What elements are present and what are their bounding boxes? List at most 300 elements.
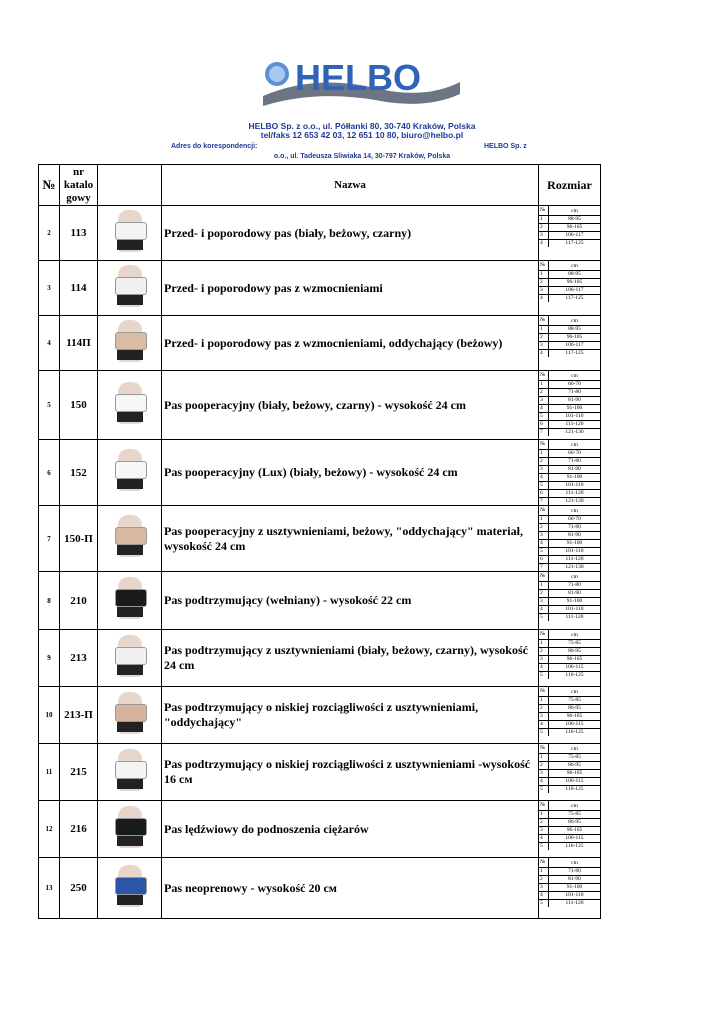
maternity-belt-beige-icon bbox=[107, 318, 153, 364]
size-index: 5 bbox=[539, 843, 549, 851]
product-photo-cell bbox=[98, 440, 162, 506]
size-range: 96-105 bbox=[549, 770, 601, 778]
size-range: 81-90 bbox=[549, 876, 601, 884]
size-row bbox=[539, 240, 600, 248]
size-header-unit: cm bbox=[549, 744, 601, 754]
table-row bbox=[39, 206, 601, 261]
product-photo-cell bbox=[98, 744, 162, 801]
size-index: 3 bbox=[539, 827, 549, 835]
size-cell bbox=[539, 440, 601, 506]
size-range: 60-70 bbox=[549, 381, 601, 389]
size-index: 4 bbox=[539, 606, 549, 614]
postop-belt-lux-icon bbox=[107, 447, 153, 493]
size-index: 1 bbox=[539, 754, 549, 762]
size-row bbox=[539, 892, 600, 900]
support-belt-breathable-icon bbox=[107, 690, 153, 736]
product-name: Przed- i poporodowy pas z wzmocnieniami, oddychający (beżowy) bbox=[162, 316, 539, 371]
size-range: 96-105 bbox=[549, 656, 601, 664]
size-range: 86-95 bbox=[549, 648, 601, 656]
size-range: 71-80 bbox=[549, 868, 601, 876]
table-row bbox=[39, 858, 601, 919]
size-row bbox=[539, 786, 600, 794]
row-number: 7 bbox=[39, 506, 60, 572]
size-index: 2 bbox=[539, 876, 549, 884]
table-header-row bbox=[39, 165, 601, 206]
size-cell bbox=[539, 858, 601, 919]
size-index: 5 bbox=[539, 614, 549, 622]
size-header-unit: cm bbox=[549, 371, 601, 381]
product-photo-cell bbox=[98, 572, 162, 630]
size-row bbox=[539, 648, 600, 656]
size-row bbox=[539, 516, 600, 524]
size-row bbox=[539, 421, 600, 429]
size-index: 1 bbox=[539, 216, 549, 224]
size-index: 1 bbox=[539, 450, 549, 458]
size-index: 5 bbox=[539, 413, 549, 421]
row-number: 6 bbox=[39, 440, 60, 506]
catalog-number: 150-П bbox=[60, 506, 98, 572]
size-header-unit: cm bbox=[549, 630, 601, 640]
size-row bbox=[539, 721, 600, 729]
size-index: 6 bbox=[539, 421, 549, 429]
size-range: 81-90 bbox=[549, 397, 601, 405]
product-name: Pas lędźwiowy do podnoszenia ciężarów bbox=[162, 801, 539, 858]
size-index: 3 bbox=[539, 884, 549, 892]
product-name: Pas neoprenowy - wysokość 20 см bbox=[162, 858, 539, 919]
size-index: 1 bbox=[539, 640, 549, 648]
size-row bbox=[539, 490, 600, 498]
size-row bbox=[539, 754, 600, 762]
size-row bbox=[539, 405, 600, 413]
size-index: 4 bbox=[539, 892, 549, 900]
size-row bbox=[539, 429, 600, 437]
catalog-number: 113 bbox=[60, 206, 98, 261]
size-row bbox=[539, 350, 600, 358]
size-row bbox=[539, 474, 600, 482]
size-index: 4 bbox=[539, 474, 549, 482]
size-index: 1 bbox=[539, 271, 549, 279]
size-row bbox=[539, 664, 600, 672]
size-range: 60-70 bbox=[549, 516, 601, 524]
size-header-no: № bbox=[539, 261, 549, 271]
size-row bbox=[539, 271, 600, 279]
size-range: 75-85 bbox=[549, 640, 601, 648]
table-row bbox=[39, 261, 601, 316]
size-row bbox=[539, 295, 600, 303]
size-range: 71-80 bbox=[549, 389, 601, 397]
size-cell bbox=[539, 371, 601, 440]
size-range: 96-105 bbox=[549, 713, 601, 721]
maternity-belt-white-icon bbox=[107, 208, 153, 254]
size-range: 117-125 bbox=[565, 240, 584, 246]
size-header-no: № bbox=[539, 506, 549, 516]
size-row bbox=[539, 843, 600, 851]
svg-text:HELBO: HELBO bbox=[295, 57, 421, 98]
size-row bbox=[539, 705, 600, 713]
size-header-unit: cm bbox=[549, 206, 601, 216]
size-index: 1 bbox=[539, 381, 549, 389]
product-name: Pas podtrzymujący (wełniany) - wysokość 22 cm bbox=[162, 572, 539, 630]
size-header-unit: cm bbox=[549, 572, 601, 582]
size-range: 91-100 bbox=[549, 540, 601, 548]
maternity-belt-reinforced-icon bbox=[107, 263, 153, 309]
size-row bbox=[539, 614, 600, 622]
size-range: 121-130 bbox=[565, 564, 584, 570]
size-table bbox=[539, 687, 600, 736]
size-index: 2 bbox=[539, 590, 549, 598]
size-range: 111-120 bbox=[565, 614, 584, 620]
size-index: 4 bbox=[539, 295, 549, 303]
size-cell bbox=[539, 261, 601, 316]
size-row bbox=[539, 556, 600, 564]
product-photo-cell bbox=[98, 687, 162, 744]
size-range: 81-90 bbox=[549, 532, 601, 540]
size-index: 5 bbox=[539, 482, 549, 490]
size-range: 111-120 bbox=[549, 556, 601, 564]
size-header-unit: cm bbox=[549, 687, 601, 697]
size-range: 91-100 bbox=[549, 884, 601, 892]
table-row bbox=[39, 630, 601, 687]
size-range: 116-125 bbox=[565, 672, 584, 678]
neoprene-belt-icon bbox=[107, 863, 153, 909]
size-row bbox=[539, 590, 600, 598]
size-row bbox=[539, 279, 600, 287]
size-range: 60-70 bbox=[549, 450, 601, 458]
size-index: 3 bbox=[539, 598, 549, 606]
size-index: 5 bbox=[539, 729, 549, 737]
size-range: 117-125 bbox=[565, 295, 584, 301]
product-photo-cell bbox=[98, 858, 162, 919]
size-cell bbox=[539, 801, 601, 858]
size-index: 1 bbox=[539, 811, 549, 819]
product-photo-cell bbox=[98, 630, 162, 687]
product-photo-cell bbox=[98, 261, 162, 316]
size-index: 5 bbox=[539, 786, 549, 794]
size-table bbox=[539, 261, 600, 302]
size-header-unit: cm bbox=[549, 261, 601, 271]
size-range: 111-120 bbox=[549, 421, 601, 429]
table-row bbox=[39, 687, 601, 744]
size-index: 1 bbox=[539, 697, 549, 705]
size-index: 4 bbox=[539, 664, 549, 672]
product-name: Pas pooperacyjny (biały, beżowy, czarny) - wysokość 24 cm bbox=[162, 371, 539, 440]
catalog-number: 114П bbox=[60, 316, 98, 371]
size-range: 106-115 bbox=[549, 778, 601, 786]
product-photo-cell bbox=[98, 506, 162, 572]
size-index: 3 bbox=[539, 466, 549, 474]
size-row bbox=[539, 413, 600, 421]
size-header-unit: cm bbox=[549, 316, 601, 326]
size-header-no: № bbox=[539, 687, 549, 697]
size-header-no: № bbox=[539, 744, 549, 754]
size-index: 4 bbox=[539, 721, 549, 729]
size-table bbox=[539, 206, 600, 247]
size-table bbox=[539, 801, 600, 850]
size-header-unit: cm bbox=[549, 858, 601, 868]
size-table bbox=[539, 630, 600, 679]
size-row bbox=[539, 532, 600, 540]
catalog-number: 215 bbox=[60, 744, 98, 801]
size-index: 2 bbox=[539, 389, 549, 397]
size-range: 75-85 bbox=[549, 754, 601, 762]
table-row bbox=[39, 371, 601, 440]
size-header-no: № bbox=[539, 316, 549, 326]
size-range: 101-110 bbox=[549, 413, 601, 421]
product-name: Przed- i poporodowy pas z wzmocnieniami bbox=[162, 261, 539, 316]
size-row bbox=[539, 326, 600, 334]
size-range: 106-117 bbox=[549, 287, 601, 295]
row-number: 5 bbox=[39, 371, 60, 440]
size-header-no: № bbox=[539, 206, 549, 216]
size-row bbox=[539, 466, 600, 474]
size-range: 121-130 bbox=[565, 498, 584, 504]
size-range: 106-117 bbox=[549, 342, 601, 350]
size-index: 2 bbox=[539, 458, 549, 466]
size-cell bbox=[539, 630, 601, 687]
size-row bbox=[539, 672, 600, 680]
size-row bbox=[539, 713, 600, 721]
table-row bbox=[39, 506, 601, 572]
table-row bbox=[39, 316, 601, 371]
size-header-unit: cm bbox=[549, 801, 601, 811]
catalog-number: 150 bbox=[60, 371, 98, 440]
table-row bbox=[39, 440, 601, 506]
size-row bbox=[539, 548, 600, 556]
size-index: 1 bbox=[539, 582, 549, 590]
size-range: 86-95 bbox=[549, 819, 601, 827]
size-range: 101-110 bbox=[549, 548, 601, 556]
helbo-logo bbox=[255, 50, 465, 110]
header-image bbox=[98, 165, 162, 206]
size-index: 7 bbox=[539, 429, 549, 437]
size-range: 81-90 bbox=[549, 590, 601, 598]
header-catalog: nr katalo gowy bbox=[60, 165, 98, 206]
size-row bbox=[539, 835, 600, 843]
size-header-unit: cm bbox=[549, 506, 601, 516]
size-row bbox=[539, 606, 600, 614]
row-number: 8 bbox=[39, 572, 60, 630]
size-row bbox=[539, 868, 600, 876]
size-index: 2 bbox=[539, 648, 549, 656]
size-index: 1 bbox=[539, 516, 549, 524]
size-index: 2 bbox=[539, 705, 549, 713]
size-index: 2 bbox=[539, 334, 549, 342]
size-row bbox=[539, 656, 600, 664]
table-row bbox=[39, 801, 601, 858]
size-row bbox=[539, 762, 600, 770]
size-cell bbox=[539, 687, 601, 744]
size-index: 2 bbox=[539, 819, 549, 827]
size-cell bbox=[539, 506, 601, 572]
catalog-number: 213 bbox=[60, 630, 98, 687]
size-range: 81-90 bbox=[549, 466, 601, 474]
size-range: 106-115 bbox=[549, 835, 601, 843]
size-cell bbox=[539, 744, 601, 801]
size-row bbox=[539, 334, 600, 342]
product-photo-cell bbox=[98, 801, 162, 858]
size-row bbox=[539, 582, 600, 590]
size-range: 71-80 bbox=[549, 582, 601, 590]
size-range: 96-105 bbox=[549, 279, 601, 287]
lumbar-belt-suspenders-icon bbox=[107, 804, 153, 850]
catalog-number: 213-П bbox=[60, 687, 98, 744]
size-table bbox=[539, 744, 600, 793]
table-row bbox=[39, 744, 601, 801]
size-header-no: № bbox=[539, 630, 549, 640]
size-range: 91-100 bbox=[549, 405, 601, 413]
size-range: 106-115 bbox=[549, 664, 601, 672]
size-row bbox=[539, 884, 600, 892]
product-name: Przed- i poporodowy pas (biały, beżowy, czarny) bbox=[162, 206, 539, 261]
size-cell bbox=[539, 206, 601, 261]
size-row bbox=[539, 389, 600, 397]
size-index: 3 bbox=[539, 287, 549, 295]
size-header-no: № bbox=[539, 572, 549, 582]
catalog-number: 250 bbox=[60, 858, 98, 919]
product-photo-cell bbox=[98, 206, 162, 261]
size-row bbox=[539, 287, 600, 295]
size-header-no: № bbox=[539, 801, 549, 811]
size-index: 1 bbox=[539, 868, 549, 876]
size-header-no: № bbox=[539, 440, 549, 450]
size-index: 4 bbox=[539, 240, 549, 248]
size-range: 88-95 bbox=[549, 326, 601, 334]
product-name: Pas podtrzymujący o niskiej rozciągliwości z usztywnieniami, "oddychający" bbox=[162, 687, 539, 744]
correspondence-name: HELBO Sp. z bbox=[484, 143, 527, 150]
row-number: 3 bbox=[39, 261, 60, 316]
correspondence-label: Adres do korespondencji: bbox=[171, 143, 258, 150]
size-range: 75-85 bbox=[549, 697, 601, 705]
size-index: 1 bbox=[539, 326, 549, 334]
row-number: 13 bbox=[39, 858, 60, 919]
size-range: 101-110 bbox=[549, 482, 601, 490]
row-number: 12 bbox=[39, 801, 60, 858]
size-row bbox=[539, 458, 600, 466]
size-row bbox=[539, 640, 600, 648]
size-index: 4 bbox=[539, 540, 549, 548]
support-belt-wool-icon bbox=[107, 575, 153, 621]
postop-belt-stiffened-icon bbox=[107, 513, 153, 559]
size-range: 106-117 bbox=[549, 232, 601, 240]
product-name: Pas podtrzymujący z usztywnieniami (biały, beżowy, czarny), wysokość 24 cm bbox=[162, 630, 539, 687]
size-header-no: № bbox=[539, 371, 549, 381]
size-row bbox=[539, 397, 600, 405]
size-index: 7 bbox=[539, 498, 549, 506]
size-index: 3 bbox=[539, 232, 549, 240]
row-number: 10 bbox=[39, 687, 60, 744]
size-table bbox=[539, 316, 600, 357]
size-row bbox=[539, 224, 600, 232]
size-range: 101-110 bbox=[549, 606, 601, 614]
size-row bbox=[539, 778, 600, 786]
size-row bbox=[539, 819, 600, 827]
header-name: Nazwa bbox=[162, 165, 539, 206]
size-range: 96-105 bbox=[549, 334, 601, 342]
size-index: 4 bbox=[539, 350, 549, 358]
product-photo-cell bbox=[98, 371, 162, 440]
size-row bbox=[539, 540, 600, 548]
catalog-number: 152 bbox=[60, 440, 98, 506]
size-range: 75-85 bbox=[549, 811, 601, 819]
row-number: 11 bbox=[39, 744, 60, 801]
size-header-no: № bbox=[539, 858, 549, 868]
size-table bbox=[539, 440, 600, 505]
size-range: 101-110 bbox=[549, 892, 601, 900]
size-table bbox=[539, 506, 600, 571]
catalog-number: 210 bbox=[60, 572, 98, 630]
size-cell bbox=[539, 316, 601, 371]
size-index: 4 bbox=[539, 778, 549, 786]
size-range: 106-115 bbox=[549, 721, 601, 729]
table-row bbox=[39, 572, 601, 630]
catalog-number: 114 bbox=[60, 261, 98, 316]
catalog-number: 216 bbox=[60, 801, 98, 858]
product-name: Pas pooperacyjny z usztywnieniami, beżowy, "oddychający" materiał, wysokość 24 cm bbox=[162, 506, 539, 572]
product-photo-cell bbox=[98, 316, 162, 371]
size-range: 96-105 bbox=[549, 827, 601, 835]
size-index: 5 bbox=[539, 672, 549, 680]
size-range: 91-100 bbox=[549, 598, 601, 606]
company-contact: tel/faks 12 653 42 03, 12 651 10 80, biuro@helbo.pl bbox=[260, 130, 464, 140]
size-index: 3 bbox=[539, 342, 549, 350]
size-row bbox=[539, 811, 600, 819]
size-index: 2 bbox=[539, 524, 549, 532]
size-cell bbox=[539, 572, 601, 630]
size-table bbox=[539, 572, 600, 621]
size-row bbox=[539, 450, 600, 458]
size-index: 3 bbox=[539, 397, 549, 405]
support-belt-stiffened-icon bbox=[107, 633, 153, 679]
size-index: 3 bbox=[539, 713, 549, 721]
header-no: № bbox=[39, 165, 60, 206]
size-index: 2 bbox=[539, 279, 549, 287]
size-header-unit: cm bbox=[549, 440, 601, 450]
size-row bbox=[539, 564, 600, 572]
size-range: 91-100 bbox=[549, 474, 601, 482]
company-address: HELBO Sp. z o.o., ul. Półłanki 80, 30-740 Kraków, Polska bbox=[248, 121, 476, 131]
size-index: 2 bbox=[539, 224, 549, 232]
size-range: 121-130 bbox=[565, 429, 584, 435]
size-row bbox=[539, 598, 600, 606]
size-range: 96-105 bbox=[549, 224, 601, 232]
size-row bbox=[539, 770, 600, 778]
size-row bbox=[539, 232, 600, 240]
product-name: Pas podtrzymujący o niskiej rozciągliwości z usztywnieniami -wysokość 16 см bbox=[162, 744, 539, 801]
size-index: 5 bbox=[539, 548, 549, 556]
size-index: 3 bbox=[539, 656, 549, 664]
size-row bbox=[539, 381, 600, 389]
size-range: 71-80 bbox=[549, 524, 601, 532]
size-range: 86-95 bbox=[549, 762, 601, 770]
header-size: Rozmiar bbox=[539, 165, 601, 206]
size-index: 7 bbox=[539, 564, 549, 572]
support-belt-16cm-icon bbox=[107, 747, 153, 793]
size-range: 111-120 bbox=[565, 900, 584, 906]
size-range: 117-125 bbox=[565, 350, 584, 356]
size-row bbox=[539, 482, 600, 490]
size-row bbox=[539, 697, 600, 705]
size-index: 6 bbox=[539, 556, 549, 564]
size-range: 111-120 bbox=[549, 490, 601, 498]
correspondence-address: o.o., ul. Tadeusza Sliwiaka 14, 30-797 Kraków, Polska bbox=[273, 153, 451, 160]
size-row bbox=[539, 876, 600, 884]
size-index: 4 bbox=[539, 405, 549, 413]
size-range: 116-125 bbox=[565, 729, 584, 735]
size-row bbox=[539, 342, 600, 350]
size-range: 71-80 bbox=[549, 458, 601, 466]
row-number: 4 bbox=[39, 316, 60, 371]
size-range: 88-95 bbox=[549, 216, 601, 224]
